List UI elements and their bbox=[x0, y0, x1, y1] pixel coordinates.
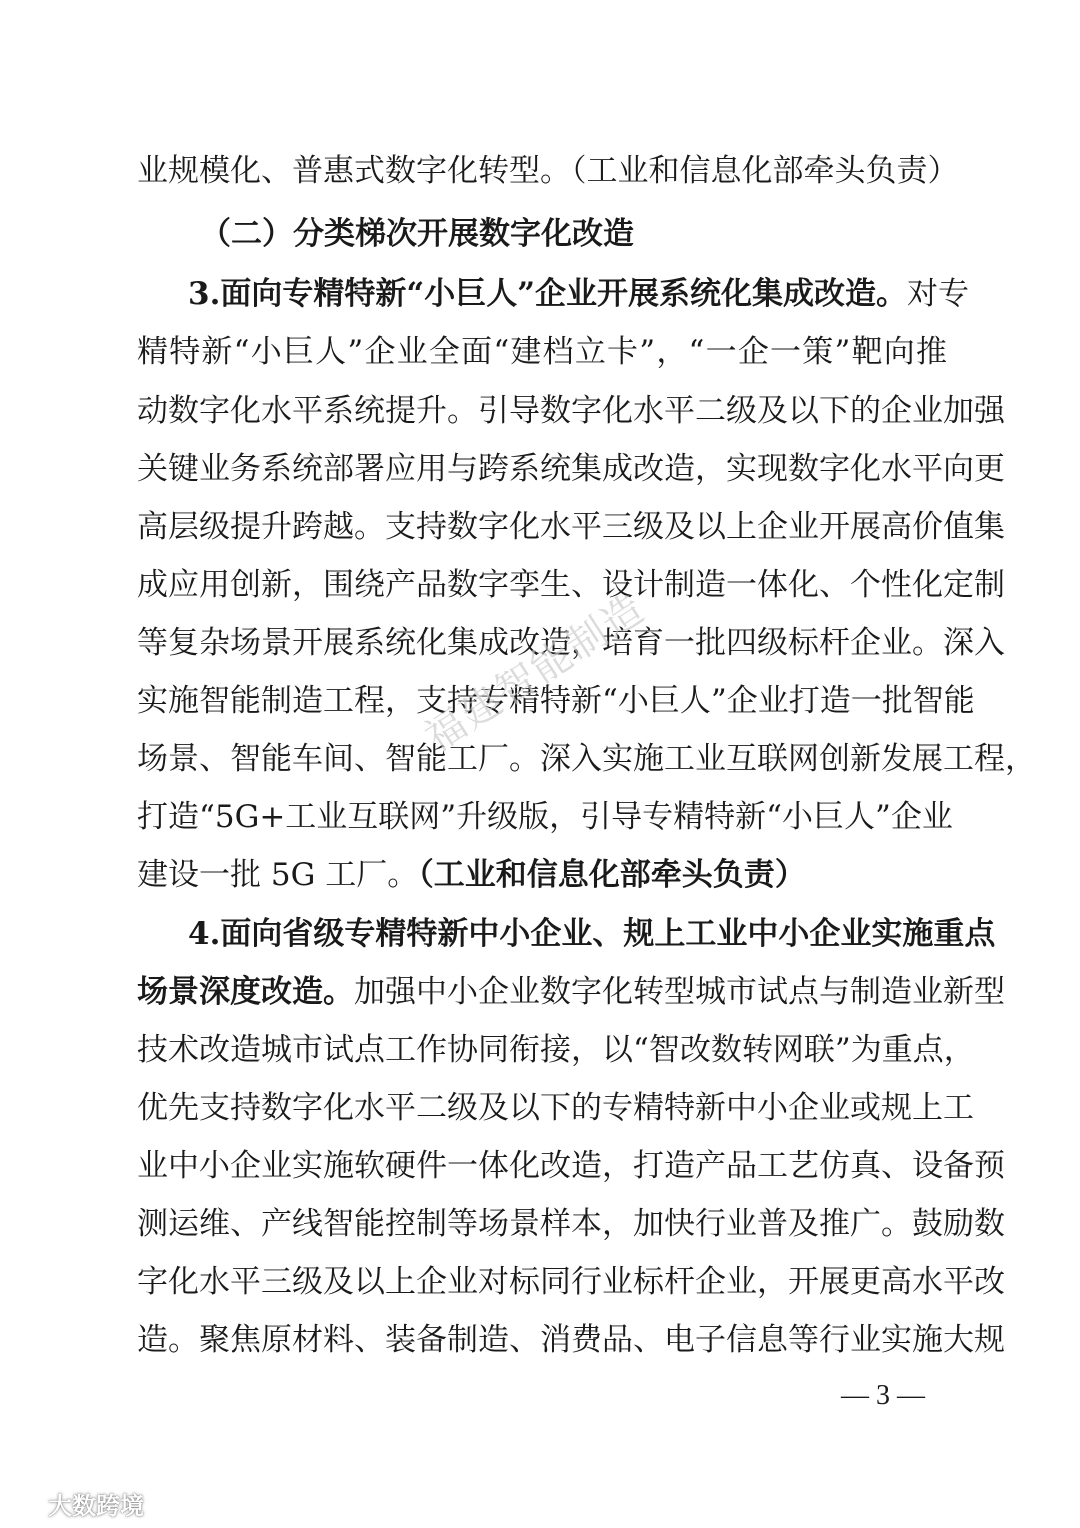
watermark-text: 福建智能制造 bbox=[416, 585, 654, 762]
para3-line: 关键业务系统部署应用与跨系统集成改造，实现数字化水平向更 bbox=[137, 451, 1005, 487]
para3-responsible: （工业和信息化部牵头负责） bbox=[418, 857, 806, 893]
para3-first-rest: 对专 bbox=[907, 276, 970, 312]
para4-second-line bbox=[137, 963, 1005, 1021]
para4-line: 造。聚焦原材料、装备制造、消费品、电子信息等行业实施大规 bbox=[137, 1322, 1005, 1358]
source-badge-label: 大数跨境 bbox=[48, 1492, 144, 1520]
para4-line: 业中小企业实施软硬件一体化改造，打造产品工艺仿真、设备预 bbox=[137, 1148, 1005, 1184]
para4-lead-line: 4.面向省级专精特新中小企业、规上工业中小企业实施重点 bbox=[188, 916, 996, 952]
para3-line: 高层级提升跨越。支持数字化水平三级及以上企业开展高价值集 bbox=[137, 509, 1005, 545]
para3-line: 实施智能制造工程，支持专精特新“小巨人”企业打造一批智能 bbox=[137, 683, 975, 719]
para3-line: 动数字化水平系统提升。引导数字化水平二级及以下的企业加强 bbox=[137, 393, 1005, 429]
source-badge bbox=[8, 1486, 144, 1521]
para3-line: 场景、智能车间、智能工厂。深入实施工业互联网创新发展工程， bbox=[137, 741, 1036, 777]
para4-line: 技术改造城市试点工作协同衔接，以“智改数转网联”为重点， bbox=[137, 1032, 975, 1068]
para3-lead: 3.面向专精特新“小巨人”企业开展系统化集成改造。 bbox=[188, 276, 908, 312]
para4-line: 字化水平三级及以上企业对标同行业标杆企业，开展更高水平改 bbox=[137, 1264, 1005, 1300]
para3-line: 成应用创新，围绕产品数字孪生、设计制造一体化、个性化定制 bbox=[137, 567, 1005, 603]
para4-second-rest: 加强中小企业数字化转型城市试点与制造业新型 bbox=[354, 974, 1005, 1010]
para3-last-text: 建设一批 5G 工厂。 bbox=[137, 857, 419, 893]
page-number: — 3 — bbox=[841, 1380, 925, 1411]
para4-line: 测运维、产线智能控制等场景样本，加快行业普及推广。鼓励数 bbox=[137, 1206, 1005, 1242]
para3-line: 打造“5G+工业互联网”升级版，引导专精特新“小巨人”企业 bbox=[137, 799, 953, 835]
continuation-line: 业规模化、普惠式数字化转型。（工业和信息化部牵头负责） bbox=[137, 153, 959, 189]
para4-lead-end: 场景深度改造。 bbox=[137, 974, 354, 1010]
weibo-icon bbox=[8, 1491, 42, 1517]
para3-line: 精特新“小巨人”企业全面“建档立卡”，“一企一策”靶向推 bbox=[137, 334, 947, 370]
para4-line: 优先支持数字化水平二级及以下的专精特新中小企业或规上工 bbox=[137, 1090, 974, 1126]
para3-last-line bbox=[137, 846, 947, 904]
para3-line: 等复杂场景开展系统化集成改造，培育一批四级标杆企业。深入 bbox=[137, 625, 1005, 661]
para3-first-line bbox=[188, 265, 970, 323]
section-heading: （二）分类梯次开展数字化改造 bbox=[200, 216, 634, 252]
